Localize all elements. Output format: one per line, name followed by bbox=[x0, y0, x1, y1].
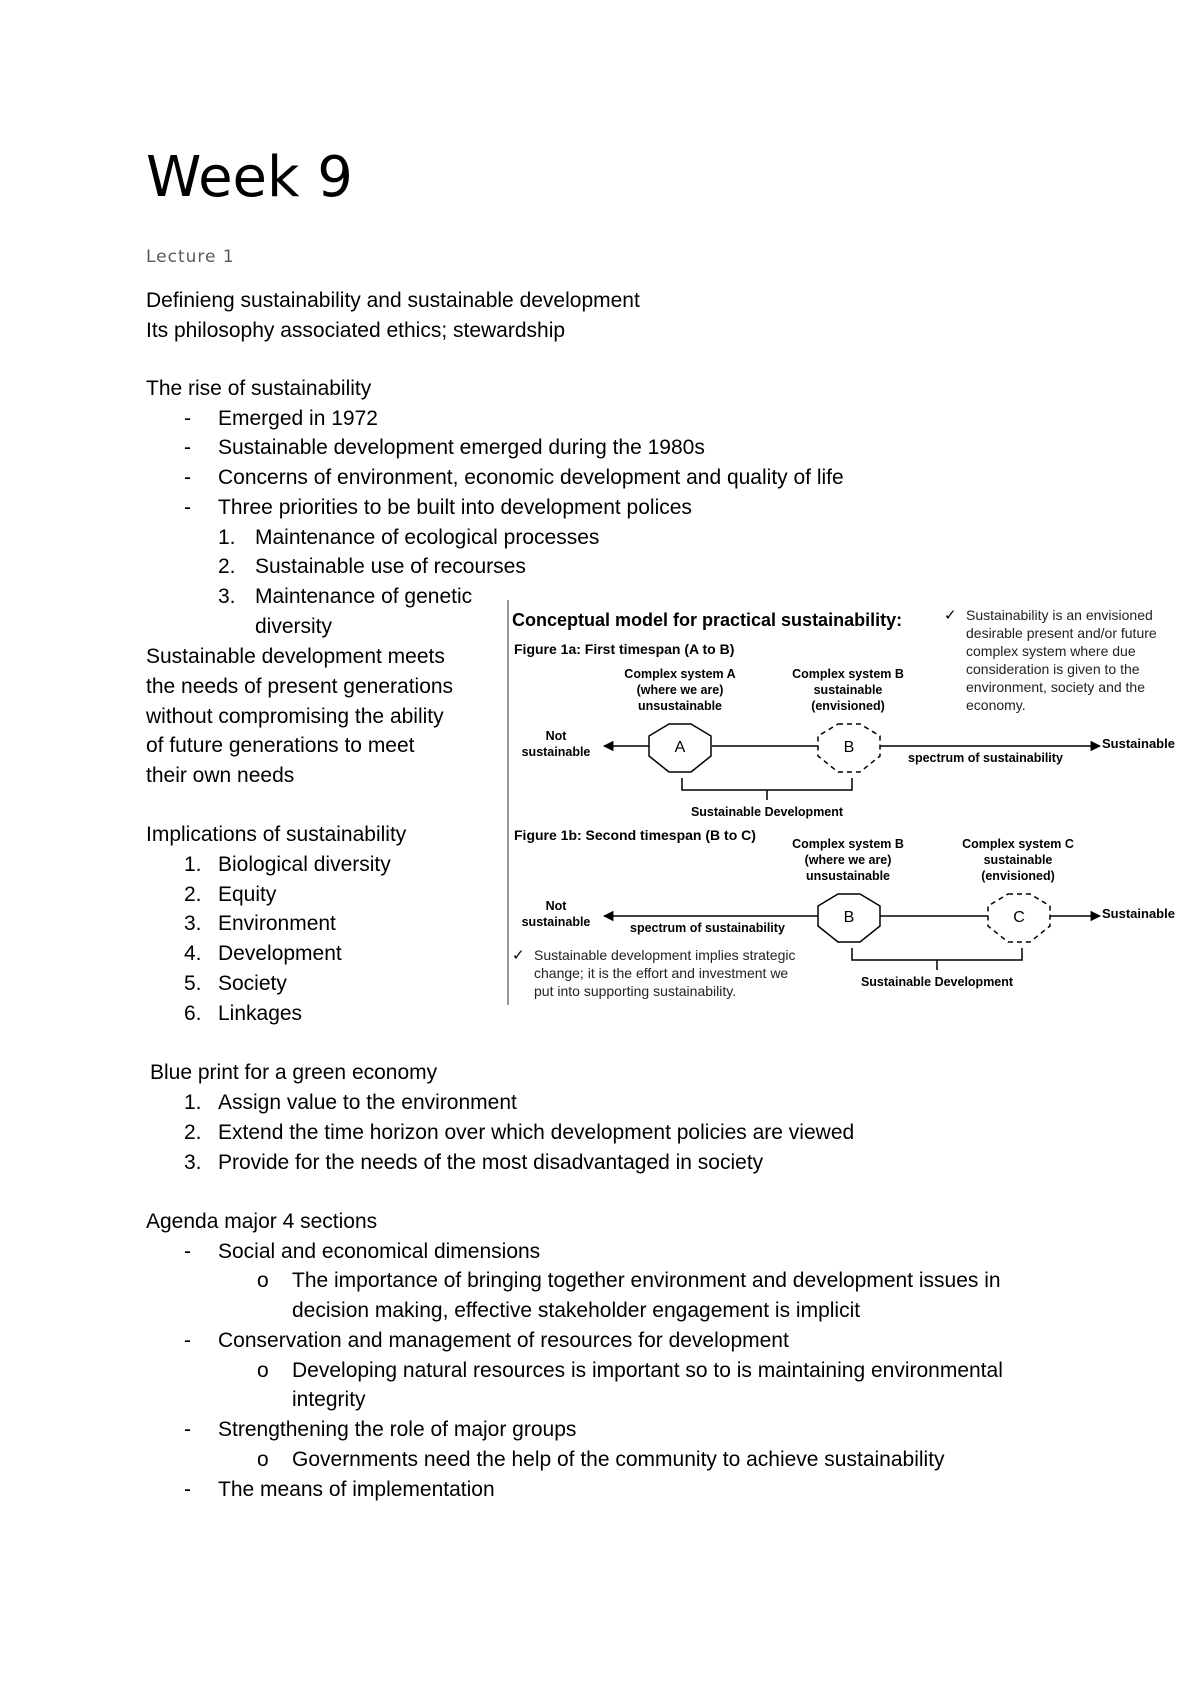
bracket-1b bbox=[852, 948, 1022, 970]
bullet-circle: o bbox=[257, 1448, 269, 1471]
list-number: 3. bbox=[184, 1151, 202, 1174]
intro-line-1: Definieng sustainability and sustainable development bbox=[146, 289, 640, 312]
figure-note-2: change; it is the effort and investment we bbox=[534, 965, 789, 981]
bullet-dash: - bbox=[184, 1418, 191, 1441]
system-b-label: Complex system B bbox=[792, 667, 904, 681]
list-number: 1. bbox=[218, 526, 236, 549]
list-number: 3. bbox=[218, 585, 236, 608]
page-subtitle: Lecture 1 bbox=[146, 247, 235, 267]
spectrum-label: spectrum of sustainability bbox=[630, 921, 785, 935]
priority-item: Maintenance of genetic bbox=[255, 585, 473, 608]
system-b-label: sustainable bbox=[813, 683, 883, 697]
bullet-dash: - bbox=[184, 436, 191, 459]
agenda-subitem: Developing natural resources is important so to is maintaining environmental bbox=[292, 1359, 1003, 1382]
rise-bullet: Concerns of environment, economic development and quality of life bbox=[218, 466, 844, 489]
list-number: 2. bbox=[218, 555, 236, 578]
agenda-section: Conservation and management of resources for development bbox=[218, 1329, 789, 1352]
system-c-label: (envisioned) bbox=[981, 869, 1055, 883]
not-sustainable-label: sustainable bbox=[521, 915, 591, 929]
check-icon: ✓ bbox=[944, 607, 957, 624]
agenda-subitem: Governments need the help of the community to achieve sustainability bbox=[292, 1448, 945, 1471]
bullet-dash: - bbox=[184, 496, 191, 519]
blueprint-item: Extend the time horizon over which development policies are viewed bbox=[218, 1121, 855, 1144]
sd-label-1b: Sustainable Development bbox=[860, 975, 1014, 989]
figure-note: Sustainability is an envisioned bbox=[966, 607, 1153, 623]
implication-item: Linkages bbox=[218, 1002, 303, 1025]
list-number: 3. bbox=[184, 912, 202, 935]
system-a-label: unsustainable bbox=[637, 699, 723, 713]
definition-line: their own needs bbox=[146, 764, 295, 787]
list-number: 1. bbox=[184, 853, 202, 876]
priority-item: Sustainable use of recourses bbox=[255, 555, 526, 578]
list-number: 1. bbox=[184, 1091, 202, 1114]
figure-note: desirable present and/or future bbox=[966, 625, 1157, 641]
agenda-section: Social and economical dimensions bbox=[218, 1240, 541, 1263]
node-b-text: B bbox=[843, 739, 855, 756]
system-a-label: Complex system A bbox=[624, 667, 736, 681]
system-b2-label: Complex system B bbox=[792, 837, 904, 851]
blueprint-item: Provide for the needs of the most disadvantaged in society bbox=[218, 1151, 764, 1174]
figure-note: environment, society and the bbox=[966, 679, 1145, 695]
node-a-text: A bbox=[674, 739, 686, 756]
node-c-text: C bbox=[1013, 909, 1025, 926]
bullet-dash: - bbox=[184, 466, 191, 489]
not-sustainable-label: Not bbox=[545, 899, 567, 913]
implication-item: Development bbox=[218, 942, 342, 965]
bullet-dash: - bbox=[184, 1240, 191, 1263]
definition-line: of future generations to meet bbox=[146, 734, 415, 757]
figure-note: complex system where due bbox=[966, 643, 1136, 659]
system-a-label: (where we are) bbox=[636, 683, 724, 697]
system-c-label: sustainable bbox=[983, 853, 1053, 867]
not-sustainable-label: Not bbox=[545, 729, 567, 743]
figure-note: consideration is given to the bbox=[966, 661, 1140, 677]
list-number: 2. bbox=[184, 883, 202, 906]
agenda-subitem: The importance of bringing together environment and development issues in bbox=[292, 1269, 1001, 1292]
system-b2-label: unsustainable bbox=[805, 869, 891, 883]
rise-heading: The rise of sustainability bbox=[146, 377, 372, 400]
implications-heading: Implications of sustainability bbox=[146, 823, 407, 846]
list-number: 6. bbox=[184, 1002, 202, 1025]
list-number: 4. bbox=[184, 942, 202, 965]
sd-label-1a: Sustainable Development bbox=[690, 805, 844, 819]
check-icon: ✓ bbox=[512, 947, 525, 964]
agenda-subitem-cont: decision making, effective stakeholder engagement is implicit bbox=[292, 1299, 861, 1322]
figure-note-2: Sustainable development implies strategic bbox=[534, 947, 796, 963]
blueprint-heading: Blue print for a green economy bbox=[150, 1061, 438, 1084]
list-number: 5. bbox=[184, 972, 202, 995]
figure-1a-label: Figure 1a: First timespan (A to B) bbox=[514, 641, 735, 657]
implication-item: Environment bbox=[218, 912, 336, 935]
bullet-dash: - bbox=[184, 407, 191, 430]
sustainable-label: Sustainable bbox=[1102, 736, 1175, 751]
rise-bullet: Emerged in 1972 bbox=[218, 407, 378, 430]
system-c-label: Complex system C bbox=[962, 837, 1074, 851]
figure-note: economy. bbox=[966, 697, 1026, 713]
list-number: 2. bbox=[184, 1121, 202, 1144]
definition-line: the needs of present generations bbox=[146, 675, 454, 698]
blueprint-item: Assign value to the environment bbox=[218, 1091, 517, 1114]
implication-item: Society bbox=[218, 972, 287, 995]
spectrum-label: spectrum of sustainability bbox=[908, 751, 1063, 765]
not-sustainable-label: sustainable bbox=[521, 745, 591, 759]
figure-title: Conceptual model for practical sustainability: bbox=[512, 610, 903, 630]
bracket-1a bbox=[682, 778, 852, 800]
figure-1b-label: Figure 1b: Second timespan (B to C) bbox=[514, 827, 756, 843]
implication-item: Equity bbox=[218, 883, 277, 906]
page-title: Week 9 bbox=[146, 145, 353, 210]
implication-item: Biological diversity bbox=[218, 853, 391, 876]
system-b-label: (envisioned) bbox=[811, 699, 885, 713]
bullet-dash: - bbox=[184, 1478, 191, 1501]
agenda-section: Strengthening the role of major groups bbox=[218, 1418, 577, 1441]
node-b2-text: B bbox=[843, 909, 855, 926]
priority-item-cont: diversity bbox=[255, 615, 333, 638]
definition-line: without compromising the ability bbox=[146, 705, 444, 728]
agenda-heading: Agenda major 4 sections bbox=[146, 1210, 378, 1233]
bullet-circle: o bbox=[257, 1269, 269, 1292]
priority-item: Maintenance of ecological processes bbox=[255, 526, 600, 549]
rise-bullet: Sustainable development emerged during the 1980s bbox=[218, 436, 705, 459]
bullet-dash: - bbox=[184, 1329, 191, 1352]
definition-line: Sustainable development meets bbox=[146, 645, 445, 668]
rise-bullet: Three priorities to be built into development polices bbox=[218, 496, 692, 519]
system-b2-label: (where we are) bbox=[804, 853, 892, 867]
agenda-subitem-cont: integrity bbox=[292, 1388, 366, 1411]
agenda-section: The means of implementation bbox=[218, 1478, 495, 1501]
figure-note-2: put into supporting sustainability. bbox=[534, 983, 737, 999]
sustainable-label: Sustainable bbox=[1102, 906, 1175, 921]
intro-line-2: Its philosophy associated ethics; stewardship bbox=[146, 319, 566, 342]
bullet-circle: o bbox=[257, 1359, 269, 1382]
